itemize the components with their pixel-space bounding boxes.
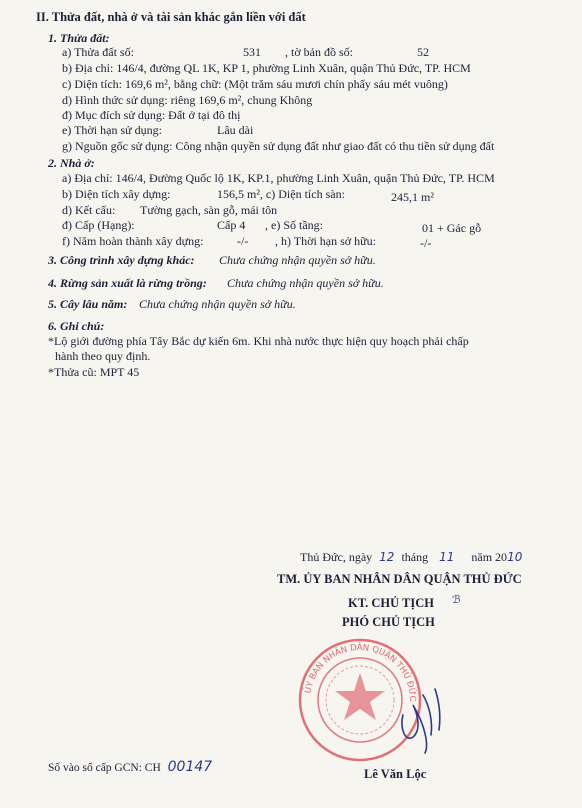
floor-count-label: , e) Số tầng:: [265, 218, 323, 232]
land-usage-purpose: đ) Mục đích sử dụng: Đất ở tại đô thị: [62, 108, 241, 122]
house-grade-value: Cấp 4: [217, 218, 246, 232]
land-parcel-number-value: 531: [243, 45, 261, 59]
section-6-heading: 6. Ghi chú:: [48, 319, 105, 333]
floor-count-value: 01 + Gác gỗ: [422, 221, 482, 235]
month-label: tháng: [401, 550, 429, 564]
ownership-term-value: -/-: [420, 236, 432, 250]
land-usage-form: d) Hình thức sử dụng: riêng 169,6 m², chung Không: [62, 93, 313, 107]
section-1-heading: 1. Thửa đất:: [48, 31, 110, 45]
land-usage-term-label: e) Thời hạn sử dụng:: [62, 123, 162, 137]
note-old-parcel: *Thửa cũ: MPT 45: [48, 365, 140, 379]
section-5-text: Chưa chứng nhận quyền sở hữu.: [139, 297, 296, 311]
signer-role-1: KT. CHỦ TỊCH: [348, 596, 435, 610]
section-5-heading: 5. Cây lâu năm:: [48, 297, 128, 311]
house-address: a) Địa chỉ: 146/4, Đường Quốc lộ 1K, KP.1, phường Linh Xuân, quận Thủ Đức, TP. HCM: [62, 171, 495, 185]
signing-place-date: [300, 550, 522, 564]
section-3-heading: 3. Công trình xây dựng khác:: [48, 253, 195, 267]
section-4-heading: 4. Rừng sản xuất là rừng trồng:: [48, 276, 207, 290]
signing-year: 10: [507, 550, 523, 564]
signing-day: 12: [379, 550, 395, 564]
map-sheet-label: , tờ bản đồ số:: [285, 45, 354, 59]
note-road-boundary: *Lộ giới đường phía Tây Bắc dự kiến 6m. Khi nhà nước thực hiện quy hoạch phải chấp: [48, 334, 469, 348]
floor-area-value: 245,1 m²: [391, 190, 434, 204]
document-title: II. Thửa đất, nhà ở và tài sản khác gắn liền với đất: [36, 10, 306, 24]
building-area-value: 156,5 m², c) Diện tích sàn:: [217, 187, 345, 201]
signing-month: 11: [439, 550, 455, 564]
land-origin: g) Nguồn gốc sử dụng: Công nhận quyền sử dụng đất như giao đất có thu tiền sử dụng đất: [62, 139, 495, 153]
completion-year-label: f) Năm hoàn thành xây dựng:: [62, 234, 204, 248]
house-grade-label: đ) Cấp (Hạng):: [62, 218, 135, 232]
ownership-term-label: , h) Thời hạn sở hữu:: [275, 234, 376, 248]
building-area-label: b) Diện tích xây dựng:: [62, 187, 171, 201]
signer-role-2: PHÓ CHỦ TỊCH: [342, 615, 435, 629]
note-road-boundary-cont: hành theo quy định.: [55, 349, 151, 363]
initials-mark-icon: ℬ: [452, 593, 461, 606]
land-area: c) Diện tích: 169,6 m², bằng chữ: (Một trăm sáu mươi chín phẩy sáu mét vuông): [62, 77, 448, 91]
signing-organization: TM. ỦY BAN NHÂN DÂN QUẬN THỦ ĐỨC: [277, 572, 522, 586]
register-number: 00147: [167, 759, 213, 775]
signer-name: Lê Văn Lộc: [364, 767, 427, 781]
land-address: b) Địa chỉ: 146/4, đường QL 1K, KP 1, phường Linh Xuân, quận Thủ Đức, TP. HCM: [62, 61, 471, 75]
register-label: Số vào sổ cấp GCN: CH: [48, 762, 161, 774]
stamp-text: ỦY BAN NHÂN DÂN QUẬN THỦ ĐỨC: [303, 642, 418, 702]
register-number-line: [48, 760, 212, 775]
land-usage-term-value: Lâu dài: [217, 123, 254, 137]
section-2-heading: 2. Nhà ở:: [48, 156, 95, 170]
land-parcel-number-label: a) Thửa đất số:: [62, 45, 134, 59]
completion-year-value: -/-: [237, 234, 249, 248]
section-4-text: Chưa chứng nhận quyền sở hữu.: [227, 276, 384, 290]
place-date-prefix: Thủ Đức, ngày: [300, 550, 373, 564]
structure-value: Tường gạch, sàn gỗ, mái tôn: [140, 203, 278, 217]
structure-label: d) Kết cấu:: [62, 203, 116, 217]
section-3-text: Chưa chứng nhận quyền sở hữu.: [219, 253, 376, 267]
handwritten-signature-icon: [395, 675, 445, 755]
year-label: năm 20: [471, 550, 508, 564]
map-sheet-value: 52: [417, 45, 429, 59]
